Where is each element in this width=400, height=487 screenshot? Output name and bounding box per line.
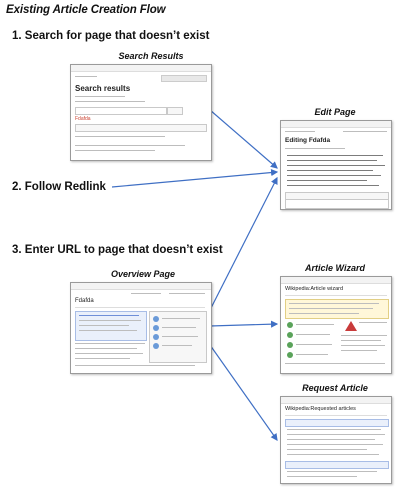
article-wizard-screenshot <box>280 276 392 374</box>
arrow-overview-to-wizard <box>210 324 277 326</box>
search-results-heading: Search results <box>75 84 131 93</box>
step-1-label: 1. Search for page that doesn’t exist <box>12 30 210 42</box>
overview-page-heading: Fdafda <box>75 298 94 304</box>
edit-page-caption: Edit Page <box>314 107 356 117</box>
step-2-label: 2. Follow Redlink <box>12 181 106 193</box>
article-wizard-caption: Article Wizard <box>305 263 365 273</box>
article-wizard-heading: Wikipedia:Article wizard <box>285 286 344 292</box>
request-article-screenshot <box>280 396 392 484</box>
diagram-title: Existing Article Creation Flow <box>6 4 166 16</box>
step-3-label: 3. Enter URL to page that doesn’t exist <box>12 244 223 256</box>
request-article-heading: Wikipedia:Requested articles <box>285 406 356 412</box>
arrow-overview-to-request <box>210 345 277 440</box>
edit-page-heading: Editing Fdafda <box>285 137 331 144</box>
arrow-overview-to-edit <box>210 178 277 310</box>
overview-page-caption: Overview Page <box>110 269 176 279</box>
search-redlink: Fdafda <box>75 116 91 122</box>
arrow-redlink-to-edit <box>112 172 277 187</box>
search-results-caption: Search Results <box>118 51 184 61</box>
arrow-search-to-edit <box>210 110 277 168</box>
search-results-screenshot <box>70 64 212 161</box>
edit-page-screenshot <box>280 120 392 210</box>
overview-page-screenshot <box>70 282 212 374</box>
request-article-caption: Request Article <box>302 383 368 393</box>
